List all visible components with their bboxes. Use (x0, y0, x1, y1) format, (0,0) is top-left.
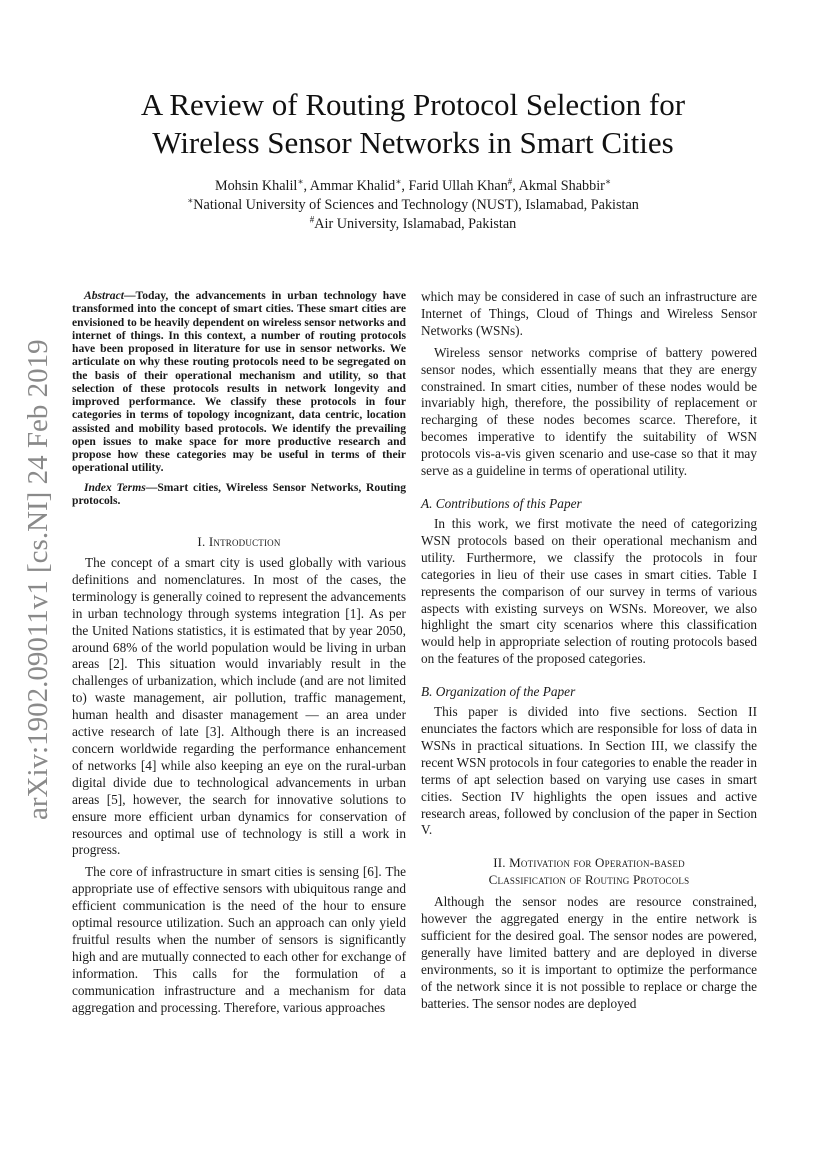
section-heading-motivation: II. Motivation for Operation-based Classification of Routing Protocols (488, 855, 690, 888)
title-line-2: Wireless Sensor Networks in Smart Cities (152, 125, 674, 160)
abstract: Abstract—Today, the advancements in urban technology have transformed into the concept of smart cities. These smart cities are envisioned to be heavily dependent on wireless sensor networks and internet of things. In this context, a number of routing protocols have been proposed in literature for use in sensor networks. We articulate on why these routing protocols need to be segregated on the basis of their operational mechanism and utility, so that selection of these protocols results in network longevity and improved performance. We classify these protocols in four categories in terms of topology incognizant, data centric, location assisted and mobility based protocols. We identify the prevailing open issues to make space for more productive research and propose how these categories may be useful in terms of their operational utility. (72, 289, 406, 475)
author-2: Ammar Khalid (309, 178, 396, 194)
motivation-paragraph: Although the sensor nodes are resource constrained, however the aggregated energy in the entire network is sufficient for the desired goal. The sensor nodes are powered, generally have limited battery and are deployed in diverse environments, so it is important to optimize the performance of the network since it is not possible to replace or charge the batteries. The sensor nodes are deployed (421, 894, 757, 1011)
left-column (72, 289, 406, 1016)
right-column (421, 289, 757, 1013)
author-1: Mohsin Khalil (214, 178, 298, 194)
intro-paragraph-3: which may be considered in case of such an infrastructure are Internet of Things, Cloud of Things and Wireless Sensor Networks (WSNs). (421, 289, 757, 338)
author-4: Akmal Shabbir (518, 178, 605, 194)
affiliation-2: #Air University, Islamabad, Pakistan (309, 214, 517, 232)
author-block (0, 177, 826, 234)
intro-paragraph-4: Wireless sensor networks comprise of battery powered sensor nodes, which essentially means that they are energy constrained. In smart cities, number of these nodes would be invariably high, therefore, the possibility of replacement or recharging of these nodes becomes scarce. Therefore, it becomes imperative to identify the suitability of WSN protocols vis-a-vis given scenario and use-case so that it may serve as a guideline in terms of operational utility. (421, 344, 757, 479)
affiliation-1: ∗National University of Sciences and Technology (NUST), Islamabad, Pakistan (187, 195, 639, 213)
section-heading-introduction: I. Introduction (197, 534, 281, 549)
author-names: Mohsin Khalil∗, Ammar Khalid∗, Farid Ullah Khan#, Akmal Shabbir∗ (214, 176, 612, 194)
paper-title (0, 86, 826, 162)
subsection-heading-organization: B. Organization of the Paper (421, 684, 576, 700)
title-line-1: A Review of Routing Protocol Selection for (140, 87, 686, 122)
contributions-paragraph: In this work, we first motivate the need of categorizing WSN protocols based on their operational mechanism and utility. Furthermore, we classify the protocols in four categories in lieu of their use cases in smart cities. Table I represents the comparison of our survey in terms of various aspects with existing surveys on WSNs. Moreover, we also highlight the smart city scenarios where this classification would help in appropriate selection of routing protocols based on the features of the proposed categories. (421, 515, 757, 667)
index-terms: Index Terms—Smart cities, Wireless Sensor Networks, Routing protocols. (72, 480, 406, 507)
intro-paragraph-2: The core of infrastructure in smart cities is sensing [6]. The appropriate use of effective sensors with ubiquitous range and efficient communication is the need of the hour to ensure optimal resource utilization. Such an approach can only yield fruitful results when the number of sensors is significantly high and are mutually connected to each other for exchange of information. This calls for the formulation of a communication infrastructure and a mechanism for data aggregation and processing. Therefore, various approaches (72, 864, 406, 1015)
subsection-heading-contributions: A. Contributions of this Paper (421, 495, 582, 511)
organization-paragraph: This paper is divided into five sections. Section II enunciates the factors which are responsible for loss of data in WSNs in practical situations. In Section III, we classify the recent WSN protocols in four categories to enable the reader in terms of apt selection based on varying use cases in smart cities. Section IV highlights the open issues and active research areas, followed by conclusion of the paper in Section V. (421, 704, 757, 838)
arxiv-sidebar-stamp: arXiv:1902.09011v1 [cs.NI] 24 Feb 2019 (22, 339, 54, 820)
intro-paragraph-1: The concept of a smart city is used globally with various definitions and nomenclatures. In most of the cases, the terminology is generally coined to represent the advancements in urban technology through systems integration [1]. As per the United Nations statistics, it is estimated that by year 2050, around 68% of the world population would be living in urban areas [2]. This situation would invariably result in the challenges of urbanization, which include (and are not limited to) waste management, air pollution, traffic management, human health and disaster management — an area under active research of late [3]. Although there is an increased concern worldwide regarding the performance enhancement of networks [4] while also keeping an eye on the rural-urban digital divide due to technological advancements in urban areas [5], however, the search for innovative solutions to ensure more efficient urban dynamics for conservation of resources and optimal use of technology is still a work in progress. (72, 555, 406, 858)
author-3: Farid Ullah Khan (408, 178, 508, 194)
